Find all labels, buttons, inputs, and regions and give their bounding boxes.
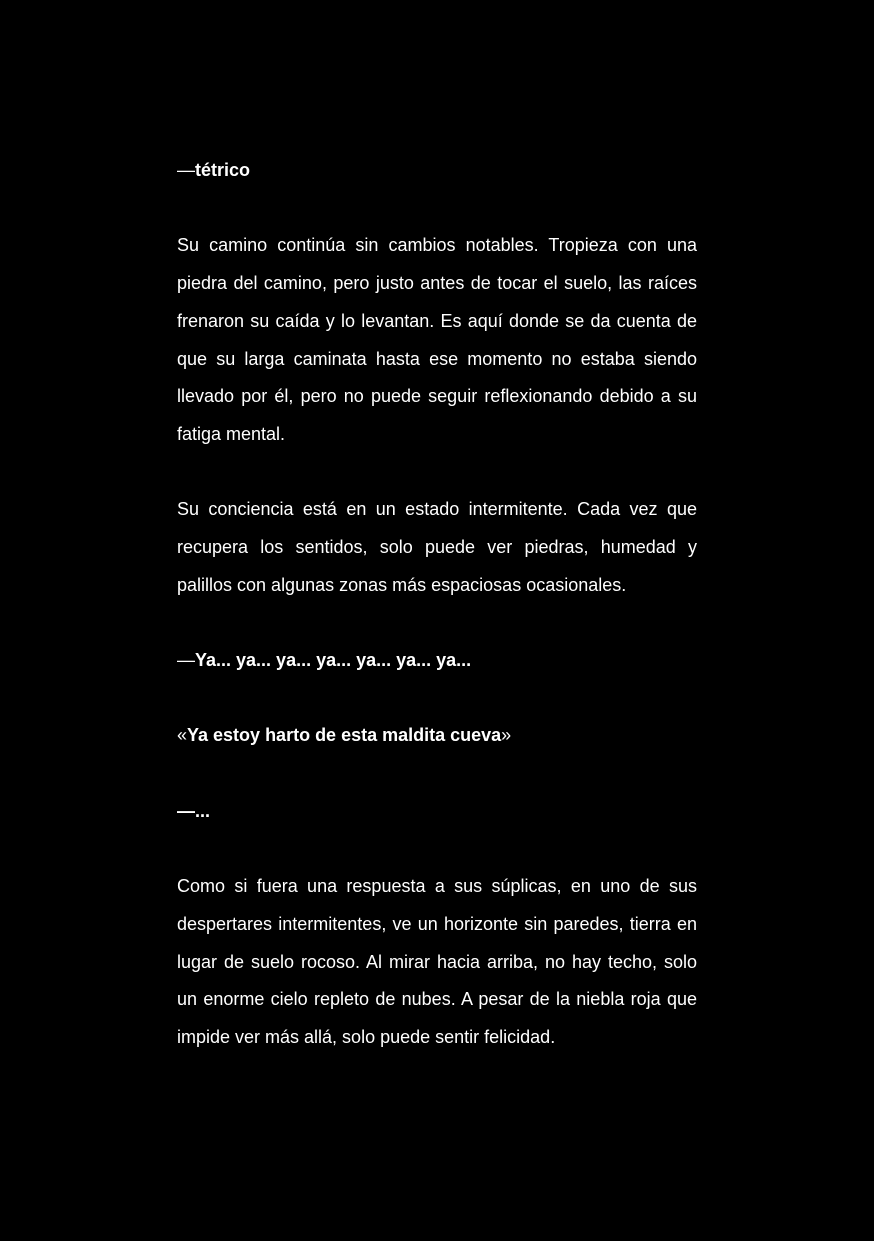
close-quote: » — [501, 725, 512, 746]
dialogue-text: Ya... ya... ya... ya... ya... ya... ya... — [195, 650, 472, 671]
dialogue-line-tetrico — [177, 152, 697, 190]
paragraph-1: Su camino continúa sin cambios notables. Tropieza con una piedra del camino, pero justo antes de tocar el suelo, las raíces frenaron su caída y lo levantan. Es aquí donde se da cuenta de que su larga caminata hasta ese momento no estaba siendo llevado por él, pero no puede seguir reflexionando debido a su fatiga mental. — [177, 235, 697, 444]
dialogue-text: tétrico — [195, 160, 251, 180]
dialogue-dash: — — [177, 650, 195, 671]
paragraph-3: Como si fuera una respuesta a sus súplicas, en uno de sus despertares intermitentes, ve un horizonte sin paredes, tierra en lugar de suelo rocoso. Al mirar hacia arriba, no hay techo, solo un enorme cielo repleto de nubes. A pesar de la niebla roja que impide ver más allá, solo puede sentir felicidad. — [177, 876, 697, 1048]
thought-line — [177, 717, 697, 755]
dialogue-line-ya — [177, 642, 697, 680]
open-quote: « — [177, 725, 188, 746]
dialogue-text: ... — [195, 800, 211, 821]
dialogue-dash: — — [177, 800, 195, 821]
text-column — [177, 152, 697, 1094]
dialogue-dash: — — [177, 160, 195, 180]
dialogue-line-ellipsis — [177, 793, 697, 831]
thought-text: Ya estoy harto de esta maldita cueva — [187, 725, 502, 746]
paragraph-2: Su conciencia está en un estado intermitente. Cada vez que recupera los sentidos, solo puede ver piedras, humedad y palillos con algunas zonas más espaciosas ocasionales. — [177, 499, 697, 595]
